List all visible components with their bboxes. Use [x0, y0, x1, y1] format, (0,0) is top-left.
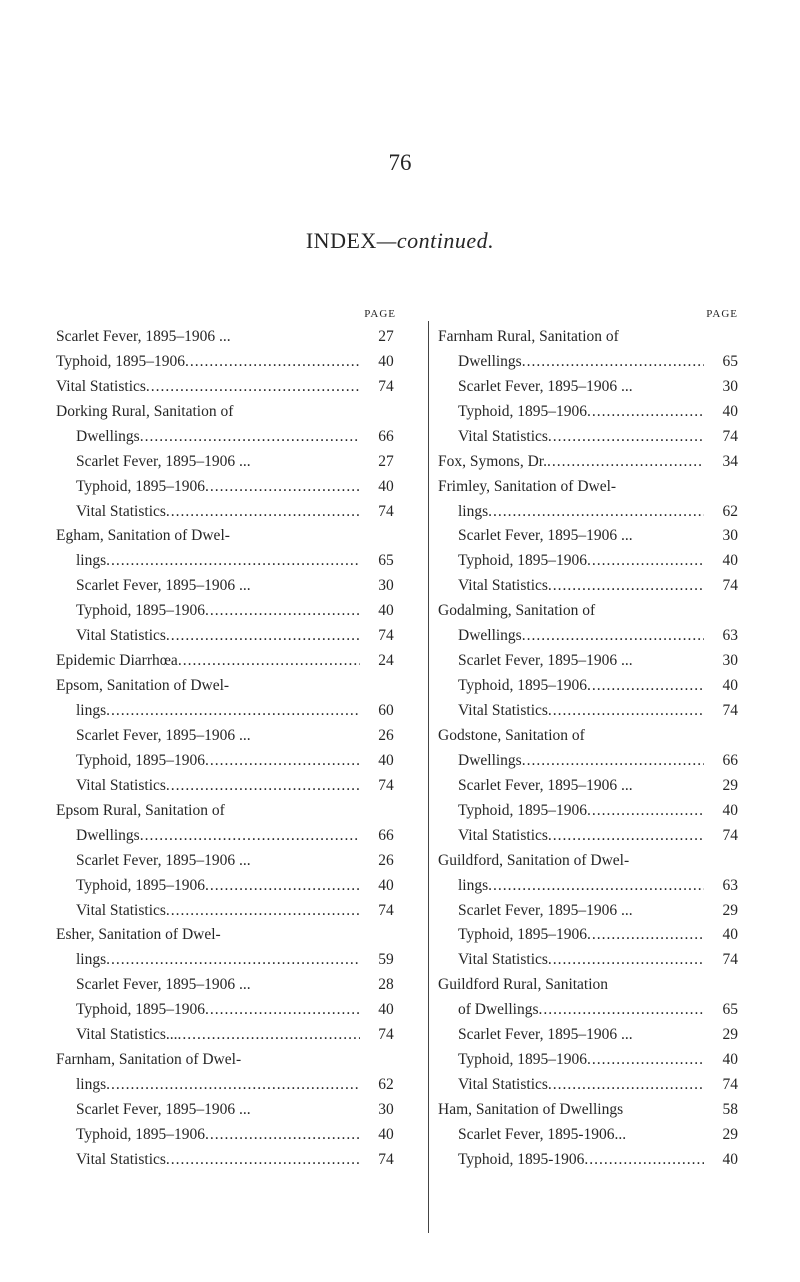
entry-text: Scarlet Fever, 1895–1906 ...: [76, 1101, 251, 1118]
index-entry: [438, 596, 738, 621]
entry-text: lings: [76, 1076, 107, 1094]
entry-text: Scarlet Fever, 1895–1906 ...: [458, 1026, 633, 1044]
entry-text: Scarlet Fever, 1895–1906 ...: [76, 726, 251, 744]
index-entry: [56, 497, 412, 522]
leader-dots: [205, 876, 360, 896]
title-main: INDEX: [305, 228, 377, 253]
index-entry: [56, 571, 412, 596]
entry-page-number: 29: [722, 1125, 738, 1143]
entry-text: Typhoid, 1895–1906: [76, 602, 205, 620]
index-entry: [438, 945, 738, 970]
entry-text: Guildford, Sanitation of Dwel-: [438, 851, 630, 869]
entry-text: Vital Statistics: [458, 427, 548, 445]
entry-page-number: 74: [378, 901, 394, 919]
entry-page-number: 29: [722, 776, 738, 794]
entry-text: Guildford Rural, Sanitation: [438, 976, 609, 994]
entry-page-number: 74: [378, 502, 394, 520]
entry-page-number: 65: [722, 1001, 738, 1019]
entry-page-number: 65: [722, 352, 738, 370]
entry-page-number: 34: [722, 452, 738, 470]
leader-dots: [539, 1000, 704, 1020]
index-entry: [56, 347, 412, 372]
entry-text: Epsom Rural, Sanitation of: [56, 801, 225, 819]
entry-page-number: 40: [378, 352, 394, 370]
index-entry: [56, 1095, 412, 1120]
entry-page-number: 74: [378, 776, 394, 794]
entry-page-number: 40: [722, 402, 738, 420]
entry-text: Vital Statistics: [56, 377, 146, 395]
leader-dots: [106, 551, 360, 571]
index-entry: [438, 646, 738, 671]
entry-page-number: 29: [722, 901, 738, 919]
leader-dots: [185, 352, 360, 372]
index-entry: [438, 621, 738, 646]
index-entry: [56, 546, 412, 571]
entry-text: Godstone, Sanitation of: [438, 726, 585, 744]
index-entry: [56, 846, 412, 871]
entry-page-number: 66: [378, 826, 394, 844]
index-entry: [438, 472, 738, 497]
entry-page-number: 27: [378, 327, 394, 345]
index-entry: [56, 821, 412, 846]
entry-text: Dwellings: [76, 826, 140, 844]
entry-text: Dorking Rural, Sanitation of: [56, 402, 234, 420]
index-entry: [56, 696, 412, 721]
index-entry: [438, 970, 738, 995]
entry-text: Dwellings: [458, 627, 522, 645]
entry-page-number: 60: [378, 702, 394, 719]
entry-page-number: 26: [378, 851, 394, 869]
index-entry: [56, 945, 412, 970]
entry-text: Typhoid, 1895–1906: [76, 1001, 205, 1019]
entry-text: Typhoid, 1895–1906: [458, 402, 587, 420]
entry-text: Scarlet Fever, 1895-1906...: [458, 1125, 627, 1143]
index-entry: [438, 871, 738, 896]
entry-page-number: 66: [378, 427, 394, 445]
page-column-heading: PAGE: [706, 308, 738, 320]
index-entry: [438, 497, 738, 522]
entry-page-number: 29: [722, 1026, 738, 1044]
index-entry: [438, 696, 738, 721]
index-entry: [56, 721, 412, 746]
entry-page-number: 74: [722, 427, 738, 445]
entry-text: Dwellings: [458, 751, 522, 769]
entry-text: Farnham Rural, Sanitation of: [438, 327, 619, 345]
index-entry: [438, 796, 738, 821]
entry-text: Typhoid, 1895-1906: [458, 1150, 585, 1168]
leader-dots: [488, 502, 704, 522]
index-entry: [438, 921, 738, 946]
page-number: 76: [388, 150, 412, 175]
leader-dots: [548, 701, 704, 721]
index-entry: [438, 1120, 738, 1145]
leader-dots: [522, 626, 704, 646]
leader-dots: [548, 826, 704, 846]
entry-page-number: 74: [722, 577, 738, 595]
index-entry: [56, 921, 412, 946]
index-column-left: [56, 306, 412, 1170]
index-entry: [438, 372, 738, 397]
entry-page-number: 40: [378, 602, 394, 620]
entry-text: Scarlet Fever, 1895–1906 ...: [458, 652, 633, 670]
entry-text: lings: [458, 876, 489, 894]
entry-text: Scarlet Fever, 1895–1906 ...: [458, 776, 633, 794]
entry-text: Typhoid, 1895–1906: [76, 477, 205, 495]
index-entry: [438, 322, 738, 347]
entry-page-number: 40: [722, 801, 738, 819]
entry-text: Vital Statistics: [458, 951, 548, 969]
leader-dots: [205, 477, 360, 497]
leader-dots: [547, 452, 704, 472]
leader-dots: [166, 626, 360, 646]
entry-page-number: 40: [378, 876, 394, 894]
index-entry: [438, 1045, 738, 1070]
entry-text: lings: [76, 702, 107, 719]
leader-dots: [205, 601, 360, 621]
index-entry: [438, 846, 738, 871]
index-entry: [56, 771, 412, 796]
index-entry: [56, 621, 412, 646]
index-entry: [438, 721, 738, 746]
entry-text: Scarlet Fever, 1895–1906 ...: [76, 976, 251, 994]
entry-text: Dwellings: [458, 352, 522, 370]
entry-page-number: 30: [722, 527, 738, 545]
leader-dots: [205, 1125, 360, 1145]
entry-page-number: 74: [722, 702, 738, 719]
entry-page-number: 40: [378, 751, 394, 769]
leader-dots: [522, 751, 704, 771]
entry-text: Dwellings: [76, 427, 140, 445]
leader-dots: [146, 377, 360, 397]
entry-text: Vital Statistics: [76, 502, 166, 520]
index-entry: [56, 472, 412, 497]
entry-page-number: 27: [378, 452, 394, 470]
leader-dots: [587, 551, 704, 571]
leader-dots: [106, 1075, 360, 1095]
index-entry: [438, 447, 738, 472]
entry-page-number: 40: [722, 552, 738, 570]
index-entry: [56, 322, 412, 347]
leader-dots: [106, 950, 360, 970]
index-entry: [56, 596, 412, 621]
leader-dots: [205, 1000, 360, 1020]
entry-page-number: 40: [378, 1001, 394, 1019]
entry-text: Vital Statistics: [458, 577, 548, 595]
entry-text: Typhoid, 1895–1906: [458, 801, 587, 819]
entry-text: lings: [76, 951, 107, 969]
index-entry: [56, 1045, 412, 1070]
entry-page-number: 62: [378, 1076, 394, 1094]
leader-dots: [166, 502, 360, 522]
index-entry: [56, 796, 412, 821]
entry-text: Scarlet Fever, 1895–1906 ...: [56, 327, 231, 345]
leader-dots: [166, 1150, 360, 1170]
index-entry: [56, 397, 412, 422]
entry-text: Vital Statistics: [76, 901, 166, 919]
entry-text: Typhoid, 1895–1906: [458, 1051, 587, 1069]
entry-text: Epsom, Sanitation of Dwel-: [56, 677, 230, 695]
index-entry: [56, 896, 412, 921]
index-entry: [438, 995, 738, 1020]
entry-page-number: 40: [722, 1150, 738, 1168]
entry-text: lings: [458, 502, 489, 520]
index-entry: [438, 1070, 738, 1095]
entry-text: of Dwellings: [458, 1001, 539, 1019]
leader-dots: [166, 901, 360, 921]
index-entry: [56, 1120, 412, 1145]
entry-page-number: 74: [722, 826, 738, 844]
leader-dots: [178, 1025, 360, 1045]
entry-page-number: 74: [378, 627, 394, 645]
leader-dots: [587, 801, 704, 821]
leader-dots: [548, 1075, 704, 1095]
index-entry: [438, 746, 738, 771]
entry-text: Scarlet Fever, 1895–1906 ...: [458, 901, 633, 919]
entry-text: Vital Statistics: [76, 627, 166, 645]
entry-page-number: 65: [378, 552, 394, 570]
entry-page-number: 74: [722, 1076, 738, 1094]
leader-dots: [548, 950, 704, 970]
leader-dots: [488, 876, 704, 896]
entry-text: Vital Statistics: [458, 1076, 548, 1094]
leader-dots: [548, 427, 704, 447]
index-entry: [438, 522, 738, 547]
entry-page-number: 24: [378, 652, 394, 670]
index-entry: [56, 372, 412, 397]
index-entry: [438, 671, 738, 696]
index-column-right: [438, 306, 738, 1170]
entry-text: Typhoid, 1895–1906: [458, 552, 587, 570]
index-entry: [438, 1145, 738, 1170]
leader-dots: [584, 1150, 704, 1170]
index-entry: [56, 1020, 412, 1045]
entry-page-number: 74: [378, 377, 394, 395]
entry-text: Typhoid, 1895–1906: [76, 751, 205, 769]
index-entry: [438, 347, 738, 372]
index-entry: [56, 671, 412, 696]
entry-text: Typhoid, 1895–1906: [458, 677, 587, 695]
entry-text: Scarlet Fever, 1895–1906 ...: [76, 452, 251, 470]
entry-text: Esher, Sanitation of Dwel-: [56, 926, 221, 944]
entry-text: Typhoid, 1895–1906: [76, 1125, 205, 1143]
leader-dots: [205, 751, 360, 771]
entry-page-number: 74: [378, 1150, 394, 1168]
entry-page-number: 74: [378, 1026, 394, 1044]
entry-text: Epidemic Diarrhœa: [56, 652, 178, 670]
index-entry: [56, 970, 412, 995]
entry-text: Scarlet Fever, 1895–1906 ...: [76, 851, 251, 869]
leader-dots: [140, 427, 360, 447]
index-entry: [438, 771, 738, 796]
entry-page-number: 40: [378, 477, 394, 495]
leader-dots: [106, 701, 360, 721]
entry-text: Vital Statistics...: [76, 1026, 178, 1044]
entry-text: Godalming, Sanitation of: [438, 602, 596, 620]
entry-page-number: 40: [378, 1125, 394, 1143]
leader-dots: [587, 1050, 704, 1070]
entry-page-number: 58: [722, 1101, 738, 1118]
entry-text: Vital Statistics: [458, 826, 548, 844]
entry-page-number: 66: [722, 751, 738, 769]
leader-dots: [587, 676, 704, 696]
entry-page-number: 40: [722, 926, 738, 944]
entry-page-number: 59: [378, 951, 394, 969]
index-entry: [438, 1095, 738, 1120]
entry-text: Egham, Sanitation of Dwel-: [56, 527, 230, 545]
entry-page-number: 63: [722, 627, 738, 645]
entry-text: Farnham, Sanitation of Dwel-: [56, 1051, 242, 1069]
leader-dots: [522, 352, 704, 372]
index-entry: [438, 397, 738, 422]
index-entry: [438, 422, 738, 447]
entry-page-number: 30: [722, 652, 738, 670]
entry-text: Typhoid, 1895–1906: [56, 352, 185, 370]
entry-text: Vital Statistics: [76, 776, 166, 794]
column-divider: [428, 321, 429, 1233]
entry-text: Scarlet Fever, 1895–1906 ...: [76, 577, 251, 595]
index-entry: [56, 522, 412, 547]
leader-dots: [548, 576, 704, 596]
entry-page-number: 30: [722, 377, 738, 395]
entry-text: Typhoid, 1895–1906: [458, 926, 587, 944]
entry-page-number: 30: [378, 577, 394, 595]
entry-page-number: 26: [378, 726, 394, 744]
leader-dots: [587, 402, 704, 422]
index-entry: [438, 821, 738, 846]
leader-dots: [587, 925, 704, 945]
index-entry: [438, 571, 738, 596]
entry-text: Fox, Symons, Dr.: [438, 452, 547, 470]
title-continued: —continued.: [376, 228, 495, 253]
leader-dots: [140, 826, 360, 846]
index-entry: [438, 896, 738, 921]
entry-text: Ham, Sanitation of Dwellings: [438, 1101, 624, 1118]
entry-page-number: 28: [378, 976, 394, 994]
entry-page-number: 63: [722, 876, 738, 894]
index-entry: [438, 546, 738, 571]
entry-text: Typhoid, 1895–1906: [76, 876, 205, 894]
entry-page-number: 62: [722, 502, 738, 520]
index-entry: [56, 646, 412, 671]
index-entry: [56, 1070, 412, 1095]
leader-dots: [166, 776, 360, 796]
entry-text: Scarlet Fever, 1895–1906 ...: [458, 377, 633, 395]
entry-text: Frimley, Sanitation of Dwel-: [438, 477, 617, 495]
entry-text: Scarlet Fever, 1895–1906 ...: [458, 527, 633, 545]
leader-dots: [178, 651, 360, 671]
entry-page-number: 74: [722, 951, 738, 969]
page-title: [0, 228, 800, 254]
entry-page-number: 30: [378, 1101, 394, 1118]
index-entry: [56, 995, 412, 1020]
index-entry: [56, 871, 412, 896]
index-entry: [56, 1145, 412, 1170]
index-entry: [56, 447, 412, 472]
page-column-heading: PAGE: [364, 308, 396, 320]
entry-page-number: 40: [722, 1051, 738, 1069]
entry-text: Vital Statistics: [76, 1150, 166, 1168]
index-entry: [56, 746, 412, 771]
entry-text: lings: [76, 552, 107, 570]
entry-page-number: 40: [722, 677, 738, 695]
entry-text: Vital Statistics: [458, 702, 548, 719]
index-entry: [438, 1020, 738, 1045]
index-entry: [56, 422, 412, 447]
